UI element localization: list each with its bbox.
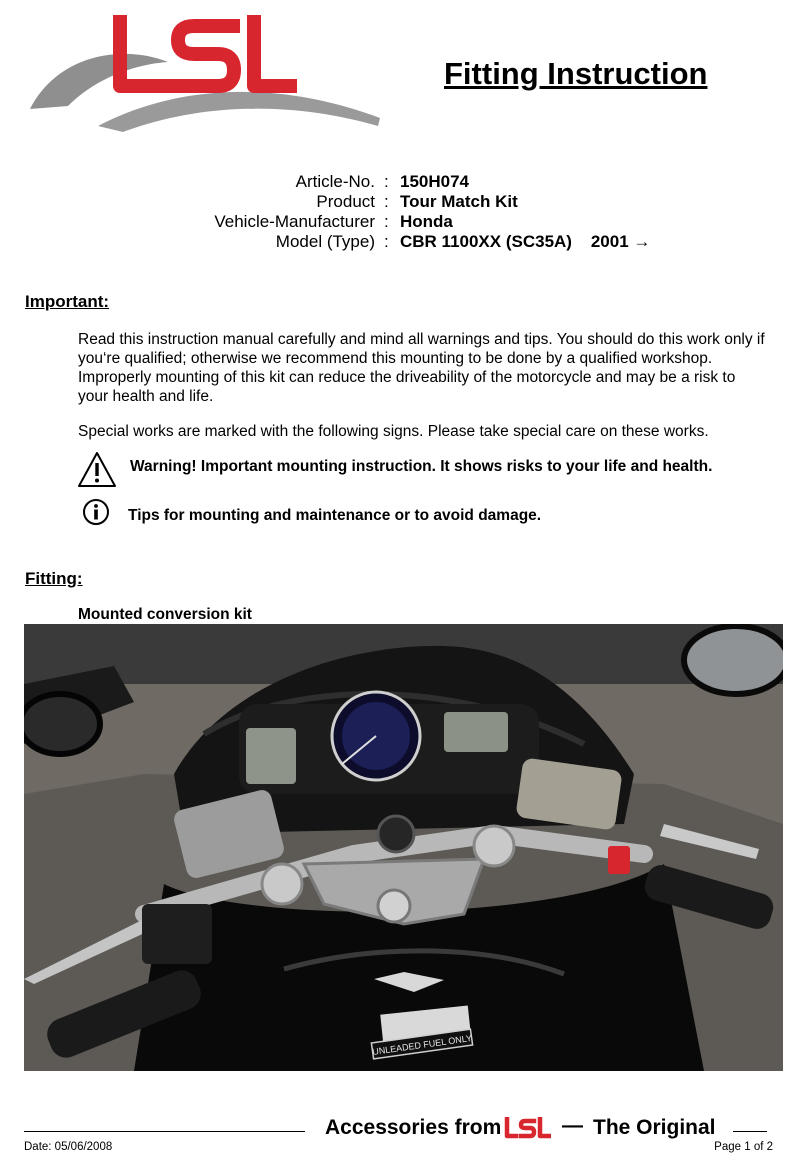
footer-date: Date: 05/06/2008 xyxy=(24,1141,113,1153)
motorcycle-photo xyxy=(24,624,783,1071)
meta-value-article: 150H074 xyxy=(400,172,470,191)
footer-line-right xyxy=(733,1131,767,1132)
photo-left-mirror xyxy=(24,694,100,754)
meta-colon: : xyxy=(384,212,389,231)
meta-colon: : xyxy=(384,232,389,251)
warning-text: Warning! Important mounting instruction. It shows risks to your life and health. xyxy=(130,458,713,475)
meta-colon: : xyxy=(384,172,389,191)
footer-accessories: Accessories from xyxy=(325,1116,502,1139)
footer-lsl-logo xyxy=(503,1117,551,1139)
meta-value-manufacturer: Honda xyxy=(400,212,453,231)
meta-value-product: Tour Match Kit xyxy=(400,192,518,211)
meta-label-model: Model (Type) xyxy=(275,232,375,251)
photo-caption: Mounted conversion kit xyxy=(78,606,252,623)
important-paragraph: Read this instruction manual carefully and mind all warnings and tips. You should do this work only if you‘re qualified; otherwise we recommend this mounting to be done by a qualified workshop. Improperly mounting of this kit can reduce the driveability of the motorcycle and may be a risk to your health and life. xyxy=(78,331,765,405)
lsl-logo xyxy=(28,14,383,132)
meta-value-model: CBR 1100XX (SC35A) 2001 → xyxy=(400,232,651,251)
logo-letters xyxy=(120,22,290,86)
photo-right-mirror xyxy=(684,626,783,694)
photo-fuel-sticker: UNLEADED FUEL ONLY xyxy=(371,1033,473,1057)
footer-dash: — xyxy=(562,1114,583,1137)
info-icon xyxy=(82,498,110,526)
special-works-paragraph: Special works are marked with the following signs. Please take special care on these works. xyxy=(78,423,709,440)
warning-icon xyxy=(77,451,117,488)
important-heading: Important: xyxy=(25,292,110,311)
meta-label-product: Product xyxy=(316,192,375,211)
logo-swoosh-lower xyxy=(98,92,380,132)
meta-colon: : xyxy=(384,192,389,211)
meta-label-manufacturer: Vehicle-Manufacturer xyxy=(214,212,375,231)
page-title: Fitting Instruction xyxy=(444,56,708,91)
meta-label-article: Article-No. xyxy=(295,172,375,191)
footer-page-number: Page 1 of 2 xyxy=(714,1141,773,1153)
fitting-heading: Fitting: xyxy=(25,569,83,588)
tip-text: Tips for mounting and maintenance or to avoid damage. xyxy=(128,507,542,524)
footer-original: The Original xyxy=(593,1116,716,1139)
footer-line-left xyxy=(24,1131,305,1132)
